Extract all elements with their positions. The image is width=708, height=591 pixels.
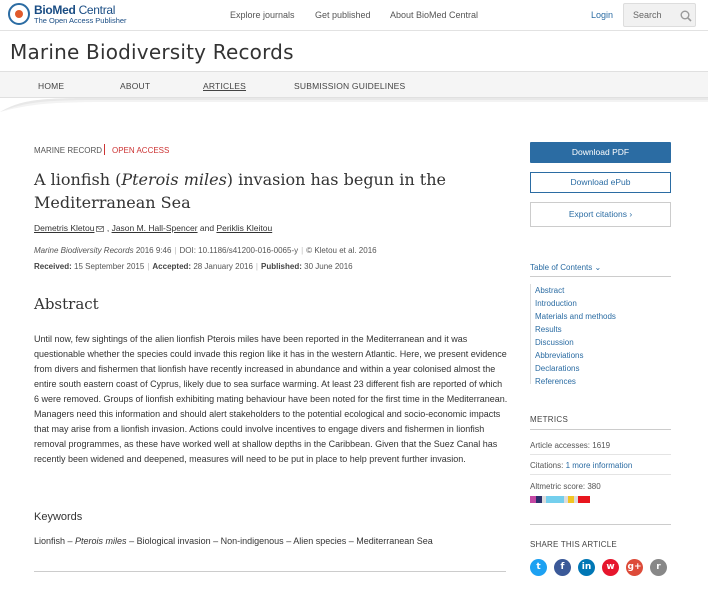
keyword[interactable]: Non-indigenous <box>220 536 284 546</box>
weibo-icon[interactable]: w <box>602 559 619 576</box>
divider <box>530 474 671 475</box>
search-icon[interactable] <box>679 9 693 23</box>
logo-name-light: Central <box>75 2 116 17</box>
pub-year: 2016 <box>135 246 154 255</box>
keyword[interactable]: Alien species <box>293 536 347 546</box>
export-citations-button[interactable]: Export citations › <box>530 202 671 227</box>
keyword-list: Lionfish – Pterois miles – Biological invasion – Non-indigenous – Alien species – Mediterranean Sea <box>34 536 433 546</box>
journal-nav-bar <box>0 71 708 98</box>
journal-name: Marine Biodiversity Records <box>34 246 134 255</box>
divider <box>530 524 671 525</box>
journal-title[interactable]: Marine Biodiversity Records <box>10 40 294 64</box>
article-title: A lionfish (Pterois miles) invasion has begun in the Mediterranean Sea <box>34 170 446 212</box>
top-bar <box>0 0 708 31</box>
divider <box>530 429 671 430</box>
author-link[interactable]: Jason M. Hall-Spencer <box>111 223 198 233</box>
article-type: MARINE RECORD <box>34 146 103 155</box>
toc-item-abbreviations[interactable]: Abbreviations <box>535 351 584 360</box>
abstract-text: Until now, few sightings of the alien lionfish Pterois miles have been reported in the Mediterranean and it was questionable whether the species could invade this region like it has in the western Atlantic. Here, we present evidence from divers and fishermen that lionfish have recently increased in abundance and within a year colonised almost the entire south eastern coast of Cyprus, likely due to sea surface warming. At least 23 different fish are reported of which 6 were removed. Groups of lionfish exhibiting mating behaviour have been noted for the first time in the Mediterranean. Managers need this information and should alert stakeholders to the potential ecological and socio-economic impacts that may arise from a lionfish invasion. Actions could involve incentives to engage divers and fishermen in lionfish removal programmes, as these have worked well at shallow depths in the Caribbean. Given that the Suez Canal has recently been widened and deepened, measures will need to be put in place to help prevent further invasion. <box>34 334 508 464</box>
logo-tagline: The Open Access Publisher <box>34 15 127 25</box>
received-date: 15 September 2015 <box>74 262 145 271</box>
altmetric-score: Altmetric score: 380 <box>530 482 601 491</box>
reddit-icon[interactable]: r <box>650 559 667 576</box>
keyword[interactable]: Biological invasion <box>136 536 211 546</box>
meta-divider <box>104 144 105 155</box>
twitter-icon[interactable]: t <box>530 559 547 576</box>
keyword[interactable]: Mediterranean Sea <box>356 536 433 546</box>
search-placeholder: Search <box>633 10 662 20</box>
divider <box>34 571 506 572</box>
logo-icon <box>8 3 30 25</box>
nav-about-bmc[interactable]: About BioMed Central <box>390 10 479 20</box>
citations-more-info-link[interactable]: 1 more information <box>565 461 633 470</box>
keyword[interactable]: Lionfish <box>34 536 66 546</box>
divider <box>530 276 671 277</box>
open-access-badge: OPEN ACCESS <box>112 146 170 155</box>
search-input[interactable] <box>623 3 696 27</box>
chevron-right-icon: › <box>629 209 633 219</box>
keyword[interactable]: Pterois miles <box>75 536 127 546</box>
share-icon-row <box>530 559 674 576</box>
published-date: 30 June 2016 <box>304 262 353 271</box>
download-epub-button[interactable]: Download ePub <box>530 172 671 193</box>
article-accesses: Article accesses: 1619 <box>530 441 611 450</box>
chevron-down-icon: ⌄ <box>594 263 602 272</box>
accepted-date: 28 January 2016 <box>193 262 253 271</box>
biomed-central-logo[interactable] <box>8 3 127 25</box>
doi[interactable]: DOI: 10.1186/s41200-016-0065-y <box>179 246 299 255</box>
journal-nav-articles[interactable]: ARTICLES <box>203 81 247 91</box>
toc-item-declarations[interactable]: Declarations <box>535 364 580 373</box>
title-species-name: Pterois miles <box>121 170 227 189</box>
author-list: Demetris Kletou , Jason M. Hall-Spencer and Periklis Kleitou <box>34 223 273 233</box>
toc-item-references[interactable]: References <box>535 377 576 386</box>
divider <box>530 454 671 455</box>
altmetric-bar[interactable] <box>530 496 590 503</box>
metrics-heading: METRICS <box>530 415 569 424</box>
article-dates: Received: 15 September 2015 | Accepted: 28 January 2016 | Published: 30 June 2016 <box>34 262 353 271</box>
table-of-contents <box>535 284 616 388</box>
download-pdf-button[interactable]: Download PDF <box>530 142 671 163</box>
volume: 9:46 <box>155 246 172 255</box>
toc-item-introduction[interactable]: Introduction <box>535 299 577 308</box>
journal-nav-submission-guidelines[interactable]: SUBMISSION GUIDELINES <box>294 81 406 91</box>
author-link[interactable]: Periklis Kleitou <box>216 223 273 233</box>
toc-item-results[interactable]: Results <box>535 325 562 334</box>
nav-get-published[interactable]: Get published <box>315 10 371 20</box>
citations: Citations: 1 more information <box>530 461 633 470</box>
journal-nav-about[interactable]: ABOUT <box>120 81 151 91</box>
toc-indicator-bar <box>530 284 531 384</box>
google-plus-icon[interactable]: g+ <box>626 559 643 576</box>
copyright: © Kletou et al. 2016 <box>306 246 377 255</box>
author-link[interactable]: Demetris Kletou <box>34 223 95 233</box>
toc-item-abstract[interactable]: Abstract <box>535 286 565 295</box>
toc-item-materials-methods[interactable]: Materials and methods <box>535 312 616 321</box>
nav-explore-journals[interactable]: Explore journals <box>230 10 295 20</box>
keywords-heading: Keywords <box>34 511 83 523</box>
header-wave-decoration <box>0 98 708 112</box>
abstract-heading: Abstract <box>34 295 99 313</box>
toc-item-discussion[interactable]: Discussion <box>535 338 574 347</box>
linkedin-icon[interactable]: in <box>578 559 595 576</box>
facebook-icon[interactable]: f <box>554 559 571 576</box>
journal-nav-home[interactable]: HOME <box>38 81 65 91</box>
login-link[interactable]: Login <box>591 10 614 20</box>
toc-toggle[interactable]: Table of Contents ⌄ <box>530 263 602 272</box>
share-heading: SHARE THIS ARTICLE <box>530 540 617 549</box>
citation-line: Marine Biodiversity Records 2016 9:46 | DOI: 10.1186/s41200-016-0065-y | © Kletou et al. 2016 <box>34 246 377 255</box>
logo-name-bold: BioMed <box>34 2 76 17</box>
